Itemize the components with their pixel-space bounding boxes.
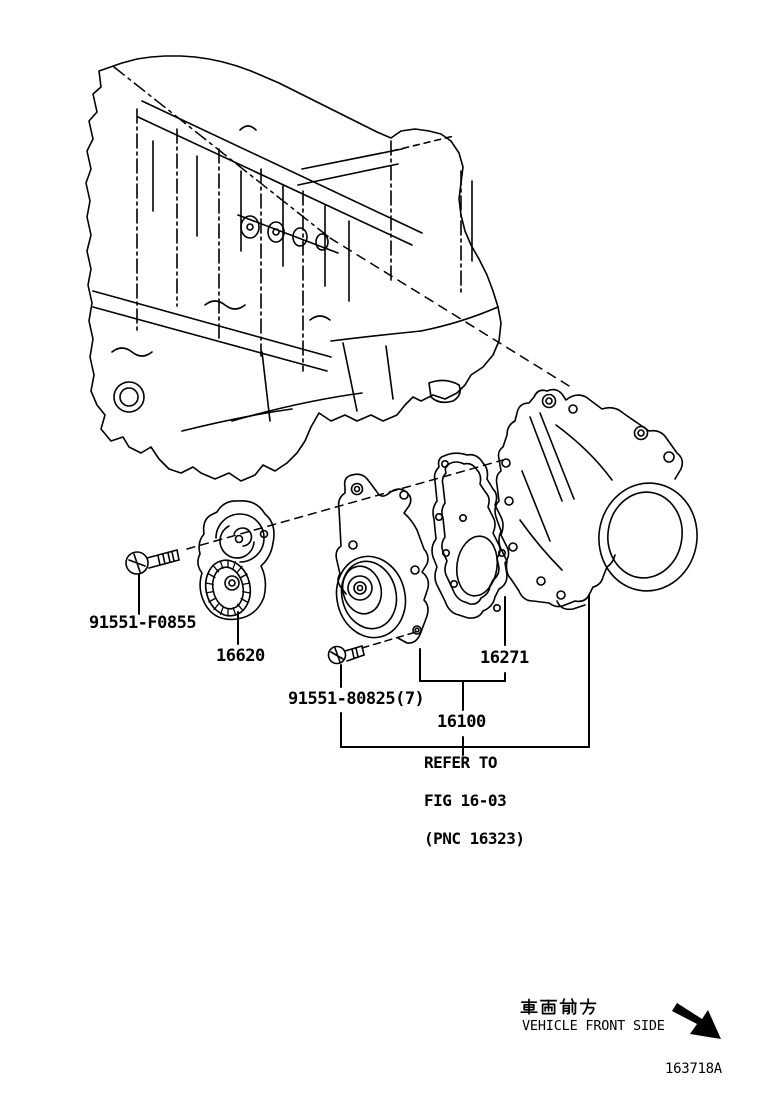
- part-label-water-pump[interactable]: 16100: [437, 712, 486, 732]
- figure-id: 163718A: [665, 1061, 722, 1077]
- kanji-ryou: [541, 1001, 556, 1014]
- refer-note-line3: (PNC 16323): [424, 829, 525, 848]
- kanji-zen: [561, 999, 576, 1014]
- block-to-pump-dashed-leader: [330, 238, 574, 389]
- belt-tensioner-drawing: [198, 501, 274, 620]
- tensioner-bolt-axis-dashed: [187, 460, 503, 549]
- refer-note-line1: REFER TO: [424, 753, 498, 772]
- part-label-tensioner-bolt[interactable]: 91551-F0855: [89, 613, 197, 633]
- part-label-pump-bolt[interactable]: 91551-80825(7): [288, 689, 425, 709]
- engine-block-drawing: [86, 56, 501, 481]
- water-pump-drawing: [328, 474, 428, 645]
- pump-housing-drawing: [495, 390, 704, 610]
- refer-note-line2: FIG 16-03: [424, 791, 507, 810]
- kanji-hou: [581, 999, 596, 1014]
- part-label-gasket[interactable]: 16271: [480, 648, 529, 668]
- kanji-kuruma: [521, 1000, 536, 1014]
- vehicle-front-side-label-en: VEHICLE FRONT SIDE: [522, 1018, 665, 1034]
- tensioner-bolt-drawing: [126, 550, 179, 574]
- construction-lines: [114, 67, 574, 648]
- refer-note: [424, 753, 524, 848]
- part-label-tensioner[interactable]: 16620: [216, 646, 265, 666]
- front-side-arrow-icon: [672, 1003, 721, 1039]
- pump-bolt-drawing: [329, 646, 365, 664]
- kanji-front-side-drawing: [521, 999, 595, 1014]
